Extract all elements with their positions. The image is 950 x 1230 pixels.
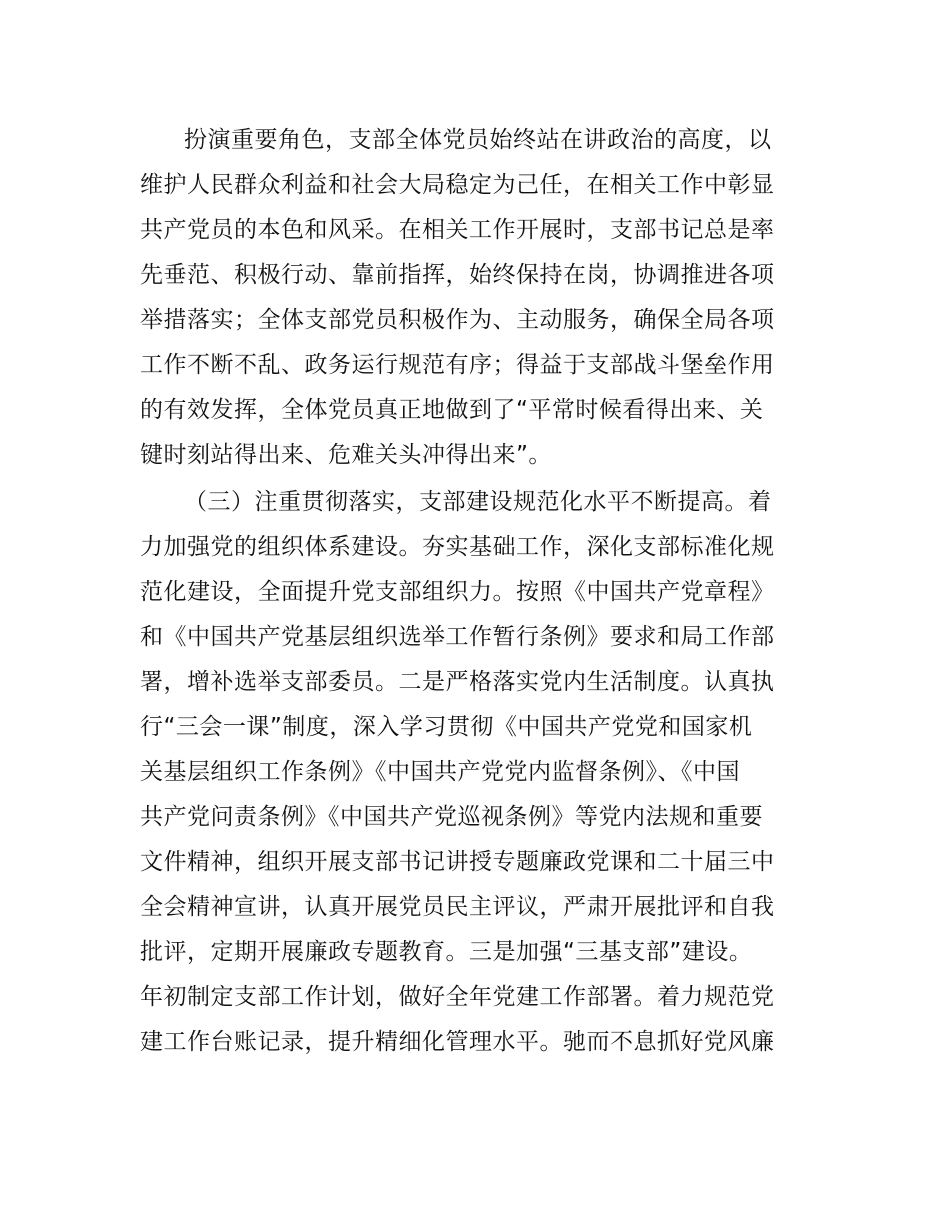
text-line: 工作不断不乱、政务运行规范有序；得益于支部战斗堡垒作用 (140, 352, 775, 378)
text-line: 共产党员的本色和风采。在相关工作开展时，支部书记总是率 (140, 217, 775, 243)
text-line: 和《中国共产党基层组织选举工作暂行条例》要求和局工作部 (140, 624, 775, 650)
text-line: 范化建设，全面提升党支部组织力。按照《中国共产党章程》 (140, 579, 775, 605)
text-line: 力加强党的组织体系建设。夯实基础工作，深化支部标准化规 (140, 534, 775, 560)
text-line: 署，增补选举支部委员。二是严格落实党内生活制度。认真执 (140, 669, 775, 695)
document-body (140, 118, 812, 1065)
text-line: 行“三会一课”制度，深入学习贯彻《中国共产党党和国家机 (140, 714, 753, 740)
text-line: 批评，定期开展廉政专题教育。三是加强“三基支部”建设。 (140, 939, 753, 965)
text-line: 键时刻站得出来、危难关头冲得出来”。 (140, 442, 552, 468)
text-line: （三）注重贯彻落实，支部建设规范化水平不断提高。着 (184, 489, 772, 515)
text-line: 扮演重要角色，支部全体党员始终站在讲政治的高度，以 (184, 127, 772, 153)
text-line: 文件精神，组织开展支部书记讲授专题廉政党课和二十届三中 (140, 849, 775, 875)
paragraph-1 (140, 118, 812, 478)
text-line: 关基层组织工作条例》《中国共产党党内监督条例》、《中国 (140, 759, 740, 785)
text-line: 年初制定支部工作计划，做好全年党建工作部署。着力规范党 (140, 984, 775, 1010)
text-line: 维护人民群众利益和社会大局稳定为己任，在相关工作中彰显 (140, 172, 775, 198)
paragraph-2 (140, 480, 812, 1065)
text-line: 共产党问责条例》《中国共产党巡视条例》等党内法规和重要 (140, 804, 763, 830)
text-line: 的有效发挥，全体党员真正地做到了“平常时候看得出来、关 (140, 397, 764, 423)
text-line: 建工作台账记录，提升精细化管理水平。驰而不息抓好党风廉 (140, 1029, 775, 1055)
text-line: 先垂范、积极行动、靠前指挥，始终保持在岗，协调推进各项 (140, 262, 775, 288)
text-line: 全会精神宣讲，认真开展党员民主评议，严肃开展批评和自我 (140, 894, 775, 920)
text-line: 举措落实；全体支部党员积极作为、主动服务，确保全局各项 (140, 307, 775, 333)
